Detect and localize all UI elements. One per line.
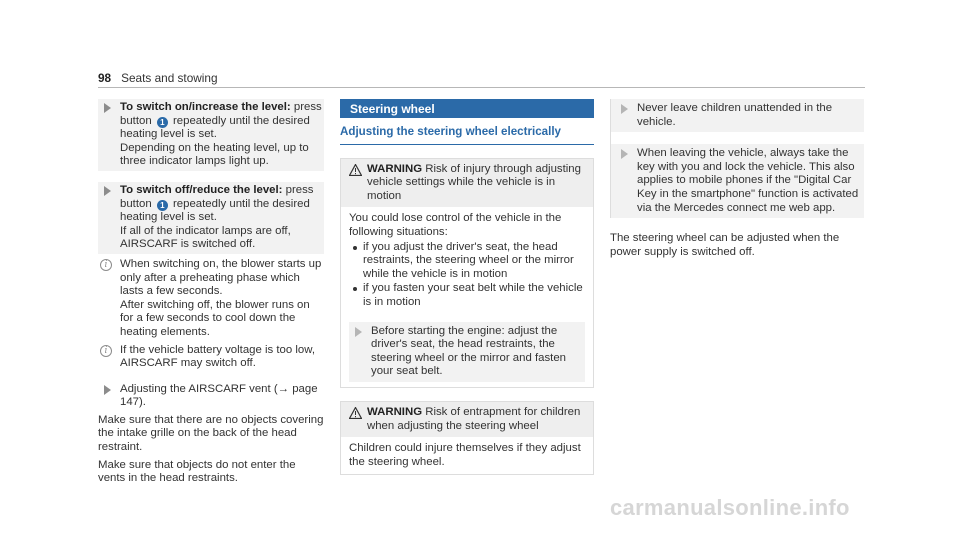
warning-step <box>611 144 864 218</box>
info-icon: i <box>100 259 112 271</box>
step-arrow-icon <box>621 104 628 114</box>
step-label: To switch off/reduce the level: <box>120 183 283 196</box>
list-item: if you adjust the driver's seat, the head restraints, the steering wheel or the mirror while the vehicle is in motion <box>349 241 585 282</box>
page-header <box>98 72 218 86</box>
warning-continuation <box>610 99 864 218</box>
section-title: Seats and stowing <box>121 71 218 85</box>
step-text: Adjusting the AIRSCARF vent (→ page 147). <box>120 382 318 409</box>
step-arrow-icon <box>104 186 111 196</box>
warning-header <box>341 402 593 437</box>
page-number: 98 <box>98 71 112 85</box>
body-paragraph: Make sure that objects do not enter the vents in the head restraints. <box>98 458 296 485</box>
step-arrow-icon <box>355 327 362 337</box>
instruction-step <box>98 182 324 254</box>
warning-title: Risk of entrapment for children when adjusting the steering wheel <box>367 405 581 432</box>
column-left <box>98 99 324 486</box>
step-arrow-icon <box>104 103 111 113</box>
warning-body <box>341 207 593 387</box>
step-text: Never leave children unattended in the vehicle. <box>637 102 833 128</box>
note-text: When switching on, the blower starts up only after a preheating phase which lasts a few seconds. <box>120 257 322 298</box>
callout-number-icon: 1 <box>157 200 168 211</box>
step-arrow-icon <box>621 149 628 159</box>
warning-body <box>341 437 593 474</box>
note-text: If the vehicle battery voltage is too low, AIRSCARF may switch off. <box>120 343 316 370</box>
warning-title: Risk of injury through adjusting vehicle settings while the vehicle is in motion <box>367 162 581 202</box>
warning-box <box>340 401 594 475</box>
step-text: When leaving the vehicle, always take the key with you and lock the vehicle. This also applies to mobile phones if the "Digital Car Key in the smartphone" function is activated via the Mercedes connect me web app. <box>637 147 859 214</box>
info-icon: i <box>100 345 112 357</box>
warning-header <box>341 159 593 208</box>
warning-label: WARNING <box>367 405 423 418</box>
column-middle <box>340 99 594 475</box>
step-text: repeatedly until the desired heating level is set. <box>120 197 310 224</box>
section-banner: Steering wheel <box>340 99 594 118</box>
warning-text: Children could injure themselves if they adjust the steering wheel. <box>349 442 581 468</box>
step-arrow-icon <box>104 385 111 395</box>
callout-number-icon: 1 <box>157 117 168 128</box>
step-extra: Depending on the heating level, up to three indicator lamps light up. <box>120 141 309 168</box>
subheading: Adjusting the steering wheel electrically <box>340 125 594 145</box>
note-text: After switching off, the blower runs on for a few seconds to cool down the heating elements. <box>120 298 310 338</box>
instruction-step <box>98 99 324 171</box>
body-paragraph: Make sure that there are no objects covering the intake grille on the back of the head restraint. <box>98 413 324 454</box>
step-label: To switch on/increase the level: <box>120 101 291 113</box>
warning-triangle-icon <box>349 407 362 419</box>
watermark: carmanualsonline.info <box>610 495 850 520</box>
step-text: press button <box>120 101 322 127</box>
warning-step <box>611 99 864 132</box>
info-note <box>98 258 324 340</box>
step-text: Before starting the engine: adjust the driver's seat, the head restraints, the steering wheel or the mirror and fasten your seat belt. <box>371 324 567 378</box>
warning-box <box>340 158 594 388</box>
warning-text: You could lose control of the vehicle in the following situations: <box>349 212 562 238</box>
body-paragraph: The steering wheel can be adjusted when the power supply is switched off. <box>610 232 840 258</box>
column-right <box>610 99 864 259</box>
list-item: if you fasten your seat belt while the vehicle is in motion <box>349 282 585 309</box>
header-rule <box>98 87 865 88</box>
step-text: press button <box>120 183 314 210</box>
warning-step <box>349 322 585 382</box>
step-extra: If all of the indicator lamps are off, AIRSCARF is switched off. <box>120 224 291 251</box>
instruction-step <box>98 381 324 412</box>
step-text: repeatedly until the desired heating level is set. <box>120 114 310 141</box>
warning-label: WARNING <box>367 162 423 175</box>
warning-triangle-icon <box>349 164 362 176</box>
info-note <box>98 344 324 371</box>
